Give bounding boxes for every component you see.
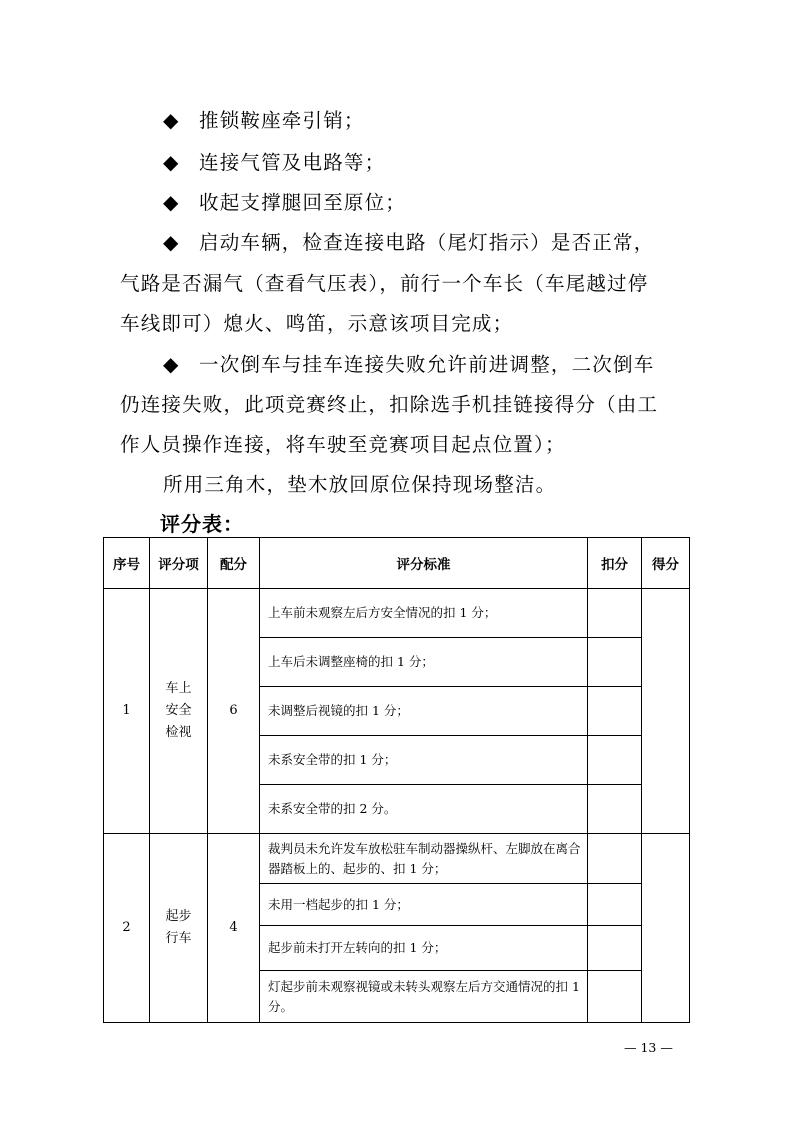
bullet-item <box>163 150 385 175</box>
got-cell <box>642 834 690 1023</box>
criterion-cell: 未用一档起步的扣 1 分； <box>260 884 588 926</box>
header-score: 配分 <box>208 538 260 589</box>
bullet-text: 推锁鞍座牵引销； <box>199 109 365 132</box>
deduct-cell <box>588 589 642 638</box>
deduct-cell <box>588 834 642 884</box>
bullet-text: 连接气管及电路等； <box>199 151 386 174</box>
criterion-cell: 未系安全带的扣 2 分。 <box>260 785 588 834</box>
scoring-table <box>103 537 690 1023</box>
table-title: 评分表： <box>160 512 244 536</box>
table-header-row <box>104 538 690 589</box>
item-name-text: 起步行车 <box>165 909 192 946</box>
row-number: 1 <box>104 589 150 834</box>
header-item: 评分项 <box>150 538 208 589</box>
item-name <box>150 834 208 1023</box>
bullet-text: 启动车辆，检查连接电路（尾灯指示）是否正常， <box>199 231 655 254</box>
deduct-cell <box>588 926 642 971</box>
paragraph-line: 仍连接失败，此项竞赛终止，扣除选手机挂链接得分（由工 <box>120 393 659 416</box>
criterion-cell: 未调整后视镜的扣 1 分； <box>260 687 588 736</box>
diamond-bullet-icon: ◆ <box>163 108 180 132</box>
paragraph-line: 作人员操作连接，将车驶至竞赛项目起点位置）； <box>120 433 566 456</box>
table-row <box>104 834 690 884</box>
deduct-cell <box>588 638 642 687</box>
deduct-cell <box>588 785 642 834</box>
bullet-text: 一次倒车与挂车连接失败允许前进调整，二次倒车 <box>199 353 655 376</box>
diamond-bullet-icon: ◆ <box>163 150 180 174</box>
deduct-cell <box>588 687 642 736</box>
header-got: 得分 <box>642 538 690 589</box>
bullet-item <box>163 108 365 133</box>
item-score: 6 <box>208 589 260 834</box>
deduct-cell <box>588 971 642 1023</box>
page-number: — 13 — <box>624 1040 673 1055</box>
diamond-bullet-icon: ◆ <box>163 230 180 254</box>
criterion-cell: 灯起步前未观察视镜或未转头观察左后方交通情况的扣 1 分。 <box>260 971 588 1023</box>
bullet-text: 收起支撑腿回至原位； <box>199 191 407 214</box>
paragraph-line: 所用三角木，垫木放回原位保持现场整洁。 <box>163 473 557 496</box>
header-no: 序号 <box>104 538 150 589</box>
item-name-text: 车上安全检视 <box>165 681 192 740</box>
paragraph-line: 车线即可）熄火、鸣笛，示意该项目完成； <box>120 312 514 335</box>
deduct-cell <box>588 884 642 926</box>
criterion-cell: 裁判员未允许发车放松驻车制动器操纵杆、左脚放在离合器踏板上的、起步的、扣 1 分； <box>260 834 588 884</box>
diamond-bullet-icon: ◆ <box>163 190 180 214</box>
header-deduct: 扣分 <box>588 538 642 589</box>
diamond-bullet-icon: ◆ <box>163 352 180 376</box>
deduct-cell <box>588 736 642 785</box>
criterion-cell: 上车后未调整座椅的扣 1 分； <box>260 638 588 687</box>
header-criteria: 评分标准 <box>260 538 588 589</box>
table-row <box>104 589 690 638</box>
paragraph-line: 气路是否漏气（查看气压表），前行一个车长（车尾越过停 <box>120 272 649 295</box>
row-number: 2 <box>104 834 150 1023</box>
bullet-item <box>163 190 406 215</box>
criterion-cell: 未系安全带的扣 1 分； <box>260 736 588 785</box>
got-cell <box>642 589 690 834</box>
item-name <box>150 589 208 834</box>
bullet-item <box>163 352 654 377</box>
item-score: 4 <box>208 834 260 1023</box>
criterion-cell: 上车前未观察左后方安全情况的扣 1 分； <box>260 589 588 638</box>
criterion-cell: 起步前未打开左转向的扣 1 分； <box>260 926 588 971</box>
bullet-item <box>163 230 654 255</box>
